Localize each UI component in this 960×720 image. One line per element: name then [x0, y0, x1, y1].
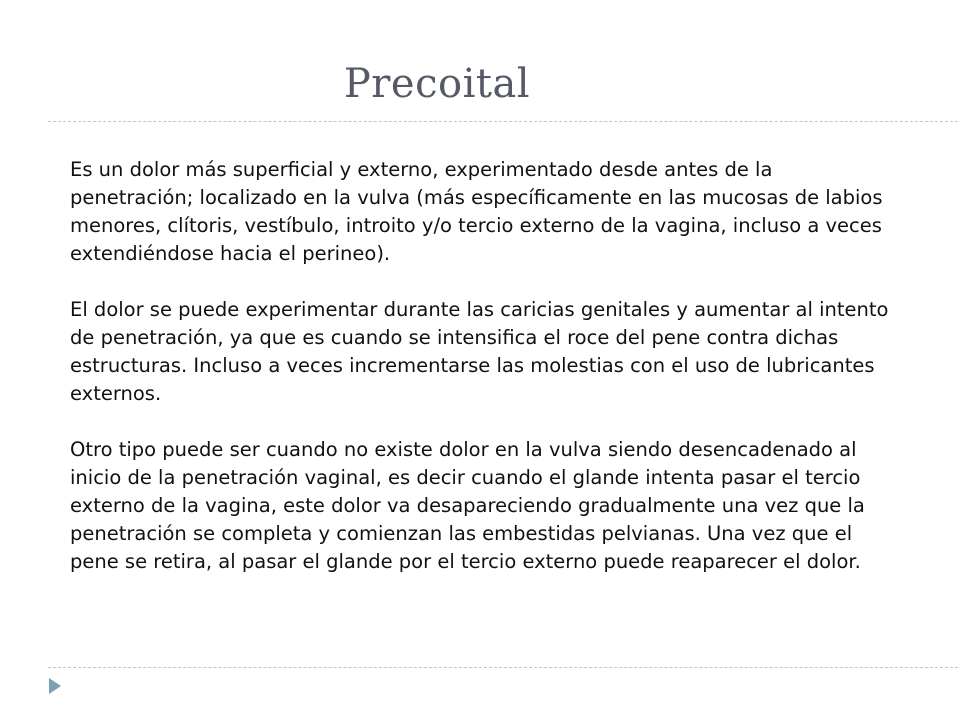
paragraph-2: El dolor se puede experimentar durante las caricias genitales y aumentar al intento de penetración, ya que es cuando se intensifica el roce del pene contra dichas estructuras. Incluso a veces incrementarse las molestias con el uso de lubricantes externos. — [70, 298, 889, 405]
paragraph-3: Otro tipo puede ser cuando no existe dolor en la vulva siendo desencadenado al inicio de la penetración vaginal, es decir cuando el glande intenta pasar el tercio externo de la vagina, este dolor va desapareciendo gradualmente una vez que la penetración se completa y comienzan las embestidas pelvianas. Una vez que el pene se retira, al pasar el glande por el tercio externo puede reaparecer el dolor. — [70, 438, 865, 573]
paragraph-1: Es un dolor más superficial y externo, experimentado desde antes de la penetración; localizado en la vulva (más específicamente en las mucosas de labios menores, clítoris, vestíbulo, introito y/o tercio externo de la vagina, incluso a veces extendiéndose hacia el perineo). — [70, 158, 883, 265]
title-divider — [48, 121, 960, 122]
footer-divider — [48, 667, 960, 668]
slide-body — [70, 156, 896, 576]
slide-title: Precoital — [343, 61, 531, 107]
play-triangle-icon — [49, 678, 61, 694]
